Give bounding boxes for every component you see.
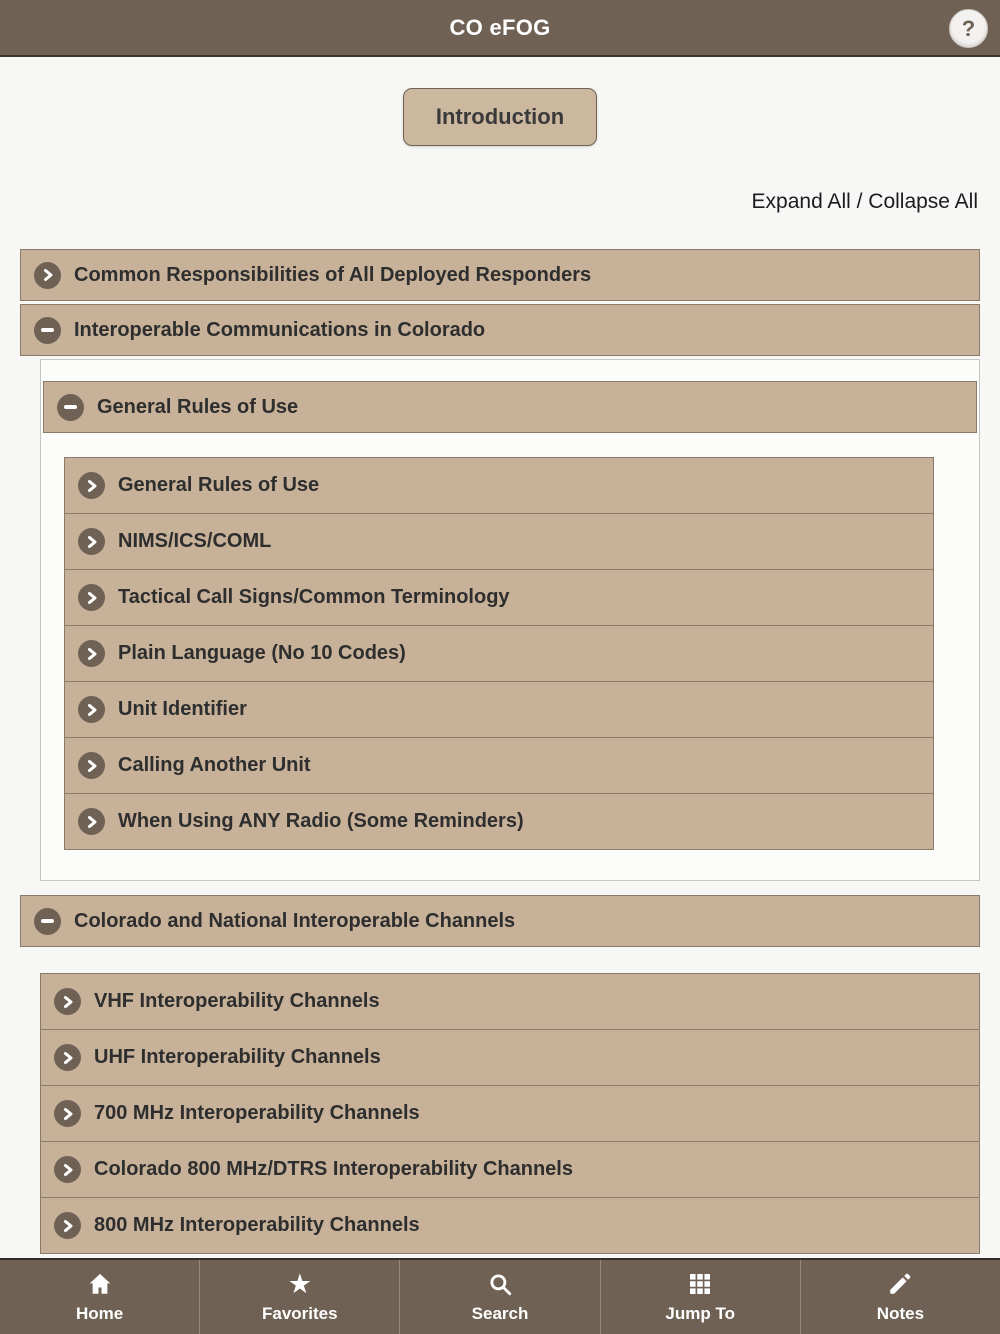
chevron-right-icon (54, 1100, 81, 1127)
accordion-label: Interoperable Communications in Colorado (74, 318, 486, 341)
list-item-colorado-800mhz-dtrs-channels[interactable] (40, 1141, 980, 1198)
list-item-label: Plain Language (No 10 Codes) (118, 642, 406, 664)
chevron-right-icon (78, 696, 105, 723)
tab-search[interactable] (399, 1260, 599, 1334)
introduction-button[interactable]: Introduction (403, 88, 597, 146)
list-item-general-rules-of-use[interactable] (64, 457, 934, 514)
minus-icon (57, 394, 84, 421)
accordion (0, 249, 1000, 1254)
content (0, 88, 1000, 1254)
interoperable-communications-panel (40, 359, 980, 881)
bottom-tab-bar (0, 1258, 1000, 1334)
chevron-right-icon (54, 1156, 81, 1183)
minus-icon (34, 908, 61, 935)
list-item-label: 700 MHz Interoperability Channels (94, 1102, 420, 1124)
list-item-label: General Rules of Use (118, 474, 320, 496)
minus-icon (34, 317, 61, 344)
chevron-right-icon (34, 262, 61, 289)
chevron-right-icon (78, 808, 105, 835)
list-item-800mhz-channels[interactable] (40, 1197, 980, 1254)
list-item-label: NIMS/ICS/COML (118, 530, 272, 552)
tab-label: Favorites (262, 1304, 338, 1323)
home-icon (87, 1270, 113, 1298)
intro-section (0, 88, 1000, 146)
list-item-nims-ics-coml[interactable] (64, 513, 934, 570)
accordion-label: Colorado and National Interoperable Channels (74, 909, 516, 932)
list-item-label: When Using ANY Radio (Some Reminders) (118, 810, 524, 832)
list-item-calling-another-unit[interactable] (64, 737, 934, 794)
chevron-right-icon (78, 584, 105, 611)
tab-label: Search (471, 1304, 529, 1323)
app-header (0, 0, 1000, 57)
accordion-interoperable-communications[interactable] (20, 304, 980, 356)
grid-icon (688, 1270, 712, 1298)
tab-label: Jump To (665, 1304, 735, 1323)
list-item-when-using-any-radio[interactable] (64, 793, 934, 850)
chevron-right-icon (54, 988, 81, 1015)
app-title: CO eFOG (449, 14, 551, 40)
list-item-label: 800 MHz Interoperability Channels (94, 1214, 420, 1236)
list-item-label: UHF Interoperability Channels (94, 1046, 381, 1068)
chevron-right-icon (54, 1044, 81, 1071)
accordion-general-rules-header[interactable] (43, 381, 977, 433)
list-item-label: Calling Another Unit (118, 754, 311, 776)
list-item-label: Unit Identifier (118, 698, 247, 720)
tab-label: Home (75, 1304, 124, 1323)
list-item-vhf-channels[interactable] (40, 973, 980, 1030)
list-item-tactical-call-signs[interactable] (64, 569, 934, 626)
accordion-interoperable-channels[interactable] (20, 895, 980, 947)
chevron-right-icon (78, 640, 105, 667)
list-item-plain-language[interactable] (64, 625, 934, 682)
tab-home[interactable] (0, 1260, 199, 1334)
channels-list (40, 973, 980, 1254)
help-label: ? (961, 15, 976, 41)
list-item-label: VHF Interoperability Channels (94, 990, 380, 1012)
accordion-label: General Rules of Use (97, 395, 299, 418)
search-icon (487, 1270, 513, 1298)
list-item-label: Colorado 800 MHz/DTRS Interoperability Channels (94, 1158, 573, 1180)
chevron-right-icon (78, 472, 105, 499)
tab-label: Notes (876, 1304, 925, 1323)
tab-notes[interactable] (800, 1260, 1000, 1334)
accordion-label: Common Responsibilities of All Deployed Responders (74, 263, 592, 286)
list-item-label: Tactical Call Signs/Common Terminology (118, 586, 510, 608)
chevron-right-icon (54, 1212, 81, 1239)
expand-collapse-row (0, 190, 1000, 214)
star-icon: ★ (287, 1268, 312, 1299)
list-item-700mhz-channels[interactable] (40, 1085, 980, 1142)
chevron-right-icon (78, 528, 105, 555)
list-item-unit-identifier[interactable] (64, 681, 934, 738)
list-item-uhf-channels[interactable] (40, 1029, 980, 1086)
accordion-common-responsibilities[interactable] (20, 249, 980, 301)
tab-favorites[interactable] (199, 1260, 399, 1334)
pencil-icon (887, 1270, 913, 1298)
help-button[interactable] (949, 9, 988, 48)
tab-jump-to[interactable] (600, 1260, 800, 1334)
chevron-right-icon (78, 752, 105, 779)
general-rules-list (64, 457, 934, 850)
expand-collapse-link[interactable]: Expand All / Collapse All (751, 190, 978, 213)
